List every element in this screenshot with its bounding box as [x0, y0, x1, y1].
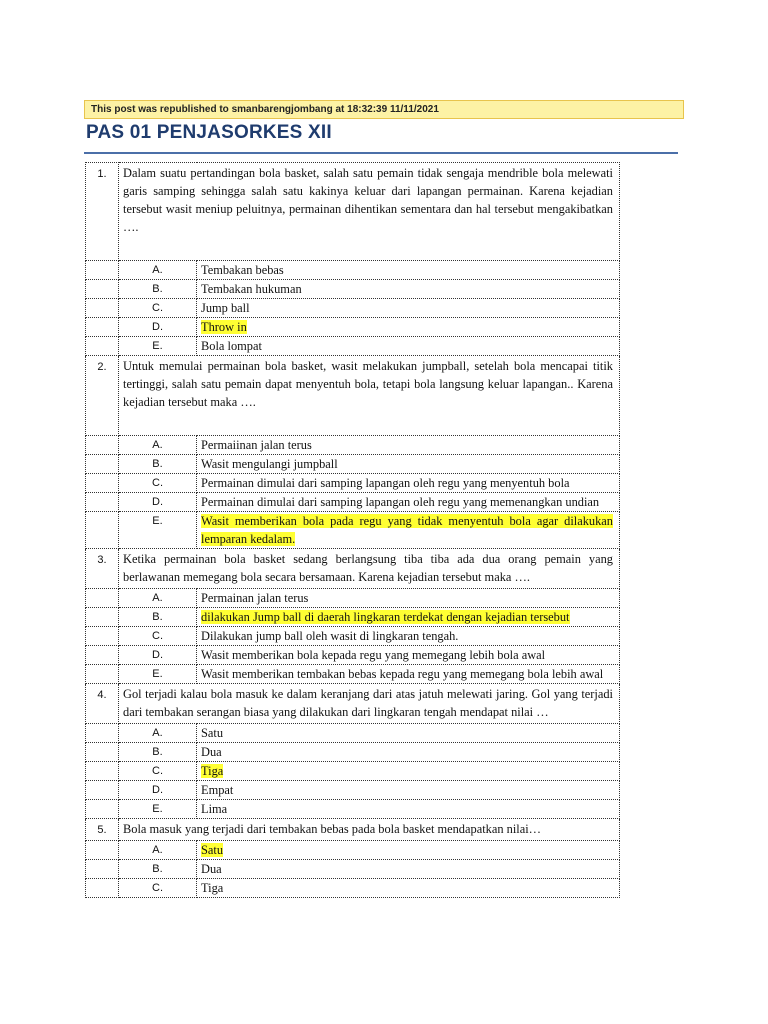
option-text: Tembakan hukuman — [197, 280, 620, 299]
question-text: Bola masuk yang terjadi dari tembakan bebas pada bola basket mendapatkan nilai… — [119, 819, 620, 841]
option-letter: A. — [119, 724, 197, 743]
quiz-table — [85, 162, 620, 898]
option-row — [86, 665, 620, 684]
question-row — [86, 356, 620, 436]
option-row — [86, 512, 620, 549]
option-row — [86, 474, 620, 493]
question-number: 5. — [86, 819, 119, 841]
option-row — [86, 280, 620, 299]
option-text: Permaiinan jalan terus — [197, 436, 620, 455]
option-letter: B. — [119, 743, 197, 762]
option-row — [86, 318, 620, 337]
question-row — [86, 819, 620, 841]
option-row — [86, 724, 620, 743]
option-text: Lima — [197, 800, 620, 819]
option-letter: C. — [119, 474, 197, 493]
answer-highlight: Tiga — [201, 764, 224, 778]
question-number: 3. — [86, 549, 119, 589]
option-letter: A. — [119, 589, 197, 608]
option-row — [86, 493, 620, 512]
option-row — [86, 743, 620, 762]
option-row — [86, 879, 620, 898]
question-row — [86, 684, 620, 724]
option-text — [197, 512, 620, 549]
question-text: Gol terjadi kalau bola masuk ke dalam keranjang dari atas jatuh melewati jaring. Gol yang terjadi dari tembakan serangan biasa yang dilakukan dari lingkaran tengah mendapat nilai … — [119, 684, 620, 724]
option-letter: A. — [119, 261, 197, 280]
option-letter: C. — [119, 879, 197, 898]
option-text: Wasit memberikan tembakan bebas kepada regu yang memegang bola lebih awal — [197, 665, 620, 684]
option-letter: D. — [119, 646, 197, 665]
option-letter: B. — [119, 608, 197, 627]
option-letter: D. — [119, 781, 197, 800]
question-text: Untuk memulai permainan bola basket, wasit melakukan jumpball, setelah bola mencapai titik tertinggi, salah satu pemain dapat menyentuh bola, tetapi bola langsung keluar lapangan.. Karena kejadian tersebut maka …. — [119, 356, 620, 436]
option-text: Permainan jalan terus — [197, 589, 620, 608]
option-letter: E. — [119, 337, 197, 356]
option-text: Dilakukan jump ball oleh wasit di lingkaran tengah. — [197, 627, 620, 646]
question-text: Dalam suatu pertandingan bola basket, salah satu pemain tidak sengaja mendrible bola melewati garis samping sehingga salah satu kakinya keluar dari lapangan permainan. Karena kejadian tersebut wasit meniup peluitnya, permainan dihentikan sementara dan hal tersebut mengakibatkan …. — [119, 163, 620, 261]
option-text — [197, 318, 620, 337]
option-text: Empat — [197, 781, 620, 800]
option-text: Tembakan bebas — [197, 261, 620, 280]
option-letter: D. — [119, 318, 197, 337]
option-letter: E. — [119, 800, 197, 819]
option-row — [86, 455, 620, 474]
question-row — [86, 163, 620, 261]
question-number: 2. — [86, 356, 119, 436]
option-letter: C. — [119, 299, 197, 318]
option-row — [86, 627, 620, 646]
option-letter: B. — [119, 455, 197, 474]
option-row — [86, 800, 620, 819]
question-number: 1. — [86, 163, 119, 261]
option-text: Tiga — [197, 879, 620, 898]
question-row — [86, 549, 620, 589]
option-row — [86, 299, 620, 318]
option-letter: E. — [119, 512, 197, 549]
option-text: Bola lompat — [197, 337, 620, 356]
page-title: PAS 01 PENJASORKES XII — [86, 122, 332, 143]
option-row — [86, 841, 620, 860]
option-text: Jump ball — [197, 299, 620, 318]
answer-highlight: Satu — [201, 843, 224, 857]
option-letter: A. — [119, 436, 197, 455]
question-number: 4. — [86, 684, 119, 724]
question-text: Ketika permainan bola basket sedang berlangsung tiba tiba ada dua orang pemain yang berlawanan memegang bola secara bersamaan. Karena kejadian tersebut maka …. — [119, 549, 620, 589]
option-text: Permainan dimulai dari samping lapangan oleh regu yang memenangkan undian — [197, 493, 620, 512]
option-text: Wasit mengulangi jumpball — [197, 455, 620, 474]
option-row — [86, 781, 620, 800]
option-letter: C. — [119, 762, 197, 781]
option-row — [86, 261, 620, 280]
option-text — [197, 608, 620, 627]
option-text: Satu — [197, 724, 620, 743]
republish-banner: This post was republished to smanbarengjombang at 18:32:39 11/11/2021 — [84, 100, 684, 119]
option-letter: E. — [119, 665, 197, 684]
answer-highlight: Throw in — [201, 320, 247, 334]
option-letter: B. — [119, 860, 197, 879]
option-row — [86, 860, 620, 879]
option-text: Dua — [197, 743, 620, 762]
option-row — [86, 337, 620, 356]
option-letter: B. — [119, 280, 197, 299]
option-row — [86, 762, 620, 781]
option-row — [86, 608, 620, 627]
option-text: Wasit memberikan bola kepada regu yang memegang lebih bola awal — [197, 646, 620, 665]
option-row — [86, 436, 620, 455]
answer-highlight: Wasit memberikan bola pada regu yang tidak menyentuh bola agar dilakukan lemparan kedalam. — [201, 514, 613, 546]
option-text — [197, 762, 620, 781]
option-text: Permainan dimulai dari samping lapangan oleh regu yang menyentuh bola — [197, 474, 620, 493]
option-text: Dua — [197, 860, 620, 879]
option-letter: A. — [119, 841, 197, 860]
option-letter: D. — [119, 493, 197, 512]
title-divider — [84, 152, 678, 154]
option-text — [197, 841, 620, 860]
option-letter: C. — [119, 627, 197, 646]
option-row — [86, 646, 620, 665]
option-row — [86, 589, 620, 608]
answer-highlight: dilakukan Jump ball di daerah lingkaran terdekat dengan kejadian tersebut — [201, 610, 570, 624]
